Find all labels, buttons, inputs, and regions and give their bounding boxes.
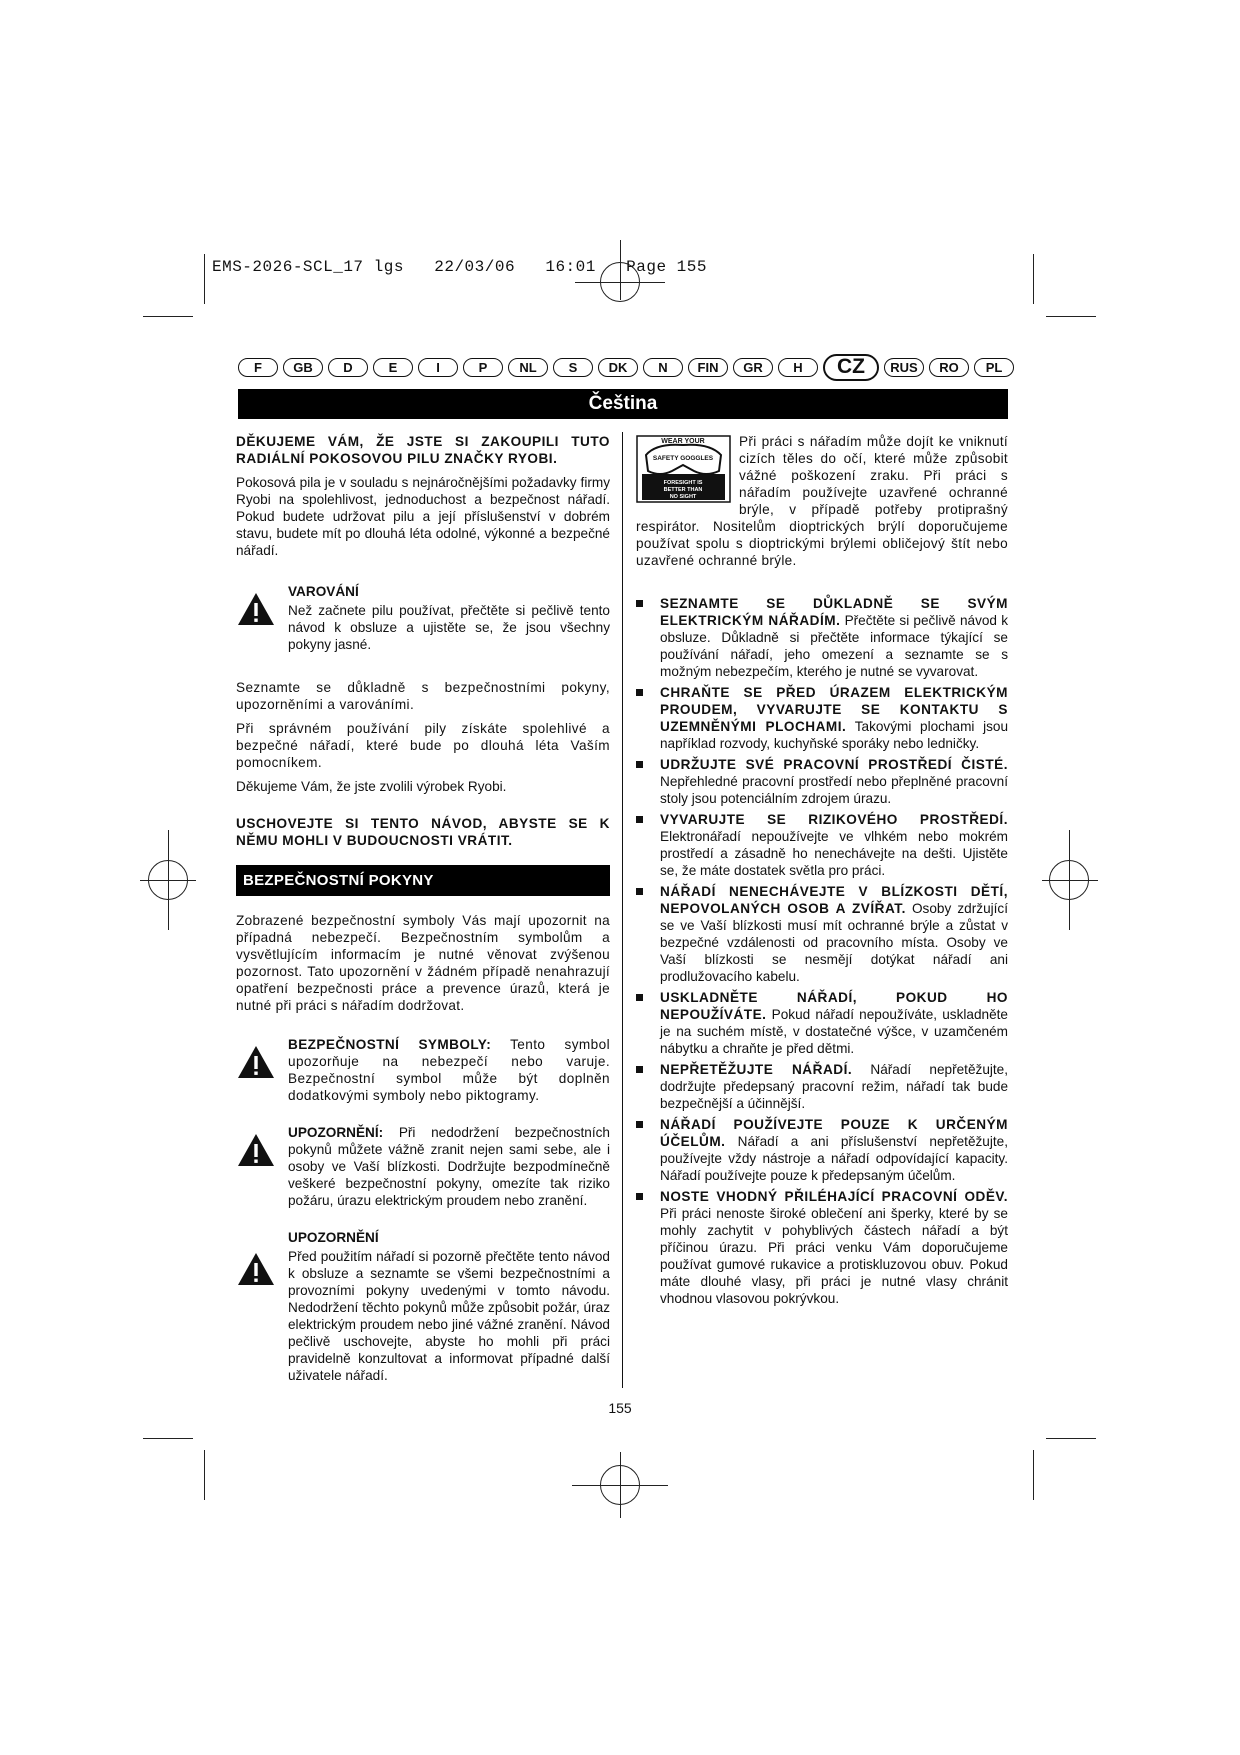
language-tab-ro[interactable]: RO bbox=[929, 358, 969, 377]
badge-line: SAFETY GOGGLES bbox=[652, 455, 714, 462]
bullet-text: Přečtěte si pečlivě návod k obsluze. Důkladně si přečtěte informace týkající se používání nářadí, jeho omezení a seznamte se s možným nebezpečím, kterého je nutné se vyvarovat. bbox=[660, 613, 1008, 679]
notice-block bbox=[236, 1124, 610, 1209]
language-tab-n[interactable]: N bbox=[643, 358, 683, 377]
symbols-title: BEZPEČNOSTNÍ SYMBOLY: bbox=[288, 1037, 492, 1052]
bullet-square-icon bbox=[636, 595, 660, 680]
bullet-heading: SEZNAMTE SE DŮKLADNĚ SE SVÝM ELEKTRICKÝM NÁŘADÍM. bbox=[660, 596, 1008, 628]
page-number: 155 bbox=[608, 1400, 632, 1416]
language-tab-i[interactable]: I bbox=[418, 358, 458, 377]
crop-mark bbox=[1033, 254, 1034, 304]
notice-text: Při nedodržení bezpečnostních pokynů můžete vážně zranit nejen sami sebe, ale i osoby ve Vaší blízkosti. Dodržujte bezpodmínečně veškeré bezpečnostní pokyny, omezíte tak riziko požáru, úrazu elektrickým proudem nebo zranění. bbox=[288, 1125, 610, 1208]
warning-text: Než začnete pilu používat, přečtěte si pečlivě tento návod k obsluze a ujistěte se, že jsou všechny pokyny jasné. bbox=[288, 603, 610, 652]
bullet-heading: NÁŘADÍ NENECHÁVEJTE V BLÍZKOSTI DĚTÍ, NEPOVOLANÝCH OSOB A ZVÍŘAT. bbox=[660, 884, 1008, 916]
bullet-heading: UDRŽUJTE SVÉ PRACOVNÍ PROSTŘEDÍ ČISTÉ. bbox=[660, 757, 1008, 772]
intro-heading: DĚKUJEME VÁM, ŽE JSTE SI ZAKOUPILI TUTO RADIÁLNÍ POKOSOVOU PILU ZNAČKY RYOBI. bbox=[236, 434, 610, 466]
bullet-text: Nářadí nepřetěžujte, dodržujte předepsaný pracovní režim, nářadí tak bude bezpečnější a účinnější. bbox=[660, 1062, 1009, 1111]
crop-mark bbox=[204, 1450, 205, 1500]
safety-bullets bbox=[636, 595, 1008, 1307]
warning-block bbox=[236, 583, 610, 653]
paragraph: Děkujeme Vám, že jste zvolili výrobek Ryobi. bbox=[236, 779, 507, 794]
bullet-square-icon bbox=[636, 1116, 660, 1184]
language-tab-f[interactable]: F bbox=[238, 358, 278, 377]
bullet-heading: NEPŘETĚŽUJTE NÁŘADÍ. bbox=[660, 1062, 853, 1077]
crop-mark bbox=[1046, 316, 1096, 317]
badge-line: WEAR YOUR bbox=[661, 438, 705, 445]
column-divider bbox=[622, 432, 623, 1388]
warning-icon bbox=[236, 1124, 278, 1209]
bullet-text: Osoby zdržující se ve Vaší blízkosti musí mít ochranné brýle a zůstat v bezpečné vzdálenosti od pracovního místa. Osoby ve Vaší blízkosti se nesmějí dotýkat nářadí ani prodlužovacího kabelu. bbox=[660, 901, 1008, 984]
bullet-square-icon bbox=[636, 883, 660, 985]
bullet-heading: CHRAŇTE SE PŘED ÚRAZEM ELEKTRICKÝM PROUDEM, VYVARUJTE SE KONTAKTU S UZEMNĚNÝMI PLOCHAMI. bbox=[660, 685, 1008, 734]
keep-manual-heading: USCHOVEJTE SI TENTO NÁVOD, ABYSTE SE K NĚMU MOHLI V BUDOUCNOSTI VRÁTIT. bbox=[236, 816, 610, 848]
language-tab-gb[interactable]: GB bbox=[283, 358, 323, 377]
bullet-square-icon bbox=[636, 989, 660, 1057]
language-tab-dk[interactable]: DK bbox=[598, 358, 638, 377]
crop-mark bbox=[143, 316, 193, 317]
crop-mark bbox=[143, 1438, 193, 1439]
bullet-text: Při práci nenoste široké oblečení ani šperky, které by se mohly zachytit v pohyblivých částech nářadí a být příčinou úrazu. Při práci venku Vám doporučujeme používat gumové rukavice a protiskluzovou obuv. Pokud máte dlouhé vlasy, při práci je nutné vlasy chránit vhodnou vlasovou pokrývkou. bbox=[660, 1206, 1008, 1306]
language-tab-p[interactable]: P bbox=[463, 358, 503, 377]
list-item bbox=[636, 595, 1008, 680]
page-title: Čeština bbox=[238, 389, 1008, 419]
print-slug: EMS-2026-SCL_17 lgs 22/03/06 16:01 Page 155 bbox=[212, 258, 707, 276]
safety-goggles-icon bbox=[636, 435, 731, 503]
bullet-heading: NÁŘADÍ POUŽÍVEJTE POUZE K URČENÝM ÚČELŮM. bbox=[660, 1117, 1008, 1149]
notice-title: UPOZORNĚNÍ: bbox=[288, 1125, 384, 1140]
paragraph: Seznamte se důkladně s bezpečnostními pokyny, upozorněními a varováními. bbox=[236, 680, 610, 712]
language-tab-gr[interactable]: GR bbox=[733, 358, 773, 377]
list-item bbox=[636, 1188, 1008, 1307]
list-item bbox=[636, 883, 1008, 985]
crop-mark bbox=[1033, 1450, 1034, 1500]
notice-text: Před použitím nářadí si pozorně přečtěte tento návod k obsluze a seznamte se všemi bezpečnostními a provozními pokyny uvedenými v tomto návodu. Nedodržení těchto pokynů může způsobit požár, úraz elektrickým proudem nebo jiné vážné zranění. Návod pečlivě uschovejte, abyste ho mohli při práci pravidelně konzultovat a informovat případné další uživatele nářadí. bbox=[288, 1249, 610, 1383]
bullet-square-icon bbox=[636, 811, 660, 879]
bullet-square-icon bbox=[636, 1061, 660, 1112]
paragraph: Při správném používání pily získáte spolehlivé a bezpečné nářadí, které bude po dlouhá léta Vaším pomocníkem. bbox=[236, 721, 610, 770]
bullet-text: Pokud nářadí nepoužíváte, uskladněte je na suchém místě, v dostatečné výšce, v uzamčeném nábytku a chraňte je před dětmi. bbox=[660, 1007, 1008, 1056]
goggles-text: Při práci s nářadím může dojít ke vniknutí cizích těles do očí, které může způsobit vážné poškození zraku. Při práci s nářadím používejte uzavřené ochranné brýle, v případě potřeby protiprašný respirátor. Nositelům dioptrických brýlí doporučujeme používat spolu s dioptrickými brýlemi obličejový štít nebo uzavřené ochranné brýle. bbox=[636, 434, 1008, 568]
symbol-block bbox=[236, 1036, 610, 1104]
badge-line: NO SIGHT bbox=[669, 494, 697, 500]
left-column bbox=[236, 433, 610, 1396]
symbols-text: Tento symbol upozorňuje na nebezpečí nebo varuje. Bezpečnostní symbol může být doplněn dodatkovými symboly nebo piktogramy. bbox=[288, 1037, 610, 1103]
bullet-square-icon bbox=[636, 684, 660, 752]
bullet-square-icon bbox=[636, 756, 660, 807]
section-title: BEZPEČNOSTNÍ POKYNY bbox=[236, 865, 610, 896]
notice-block bbox=[236, 1229, 610, 1384]
language-tab-cz[interactable]: CZ bbox=[823, 354, 879, 381]
list-item bbox=[636, 989, 1008, 1057]
warning-icon bbox=[236, 1036, 278, 1104]
language-tab-h[interactable]: H bbox=[778, 358, 818, 377]
warning-title: VAROVÁNÍ bbox=[288, 584, 359, 599]
bullet-heading: NOSTE VHODNÝ PŘILÉHAJÍCÍ PRACOVNÍ ODĚV. bbox=[660, 1189, 1008, 1204]
warning-icon bbox=[236, 583, 278, 653]
language-tab-fin[interactable]: FIN bbox=[688, 358, 728, 377]
badge-line: FORESIGHT IS bbox=[663, 480, 703, 486]
bullet-text: Nepřehledné pracovní prostředí nebo přeplněné pracovní stoly jsou potenciálním zdrojem úrazu. bbox=[660, 774, 1008, 806]
notice-title: UPOZORNĚNÍ bbox=[288, 1230, 379, 1245]
crop-mark bbox=[204, 254, 205, 304]
language-tab-nl[interactable]: NL bbox=[508, 358, 548, 377]
list-item bbox=[636, 684, 1008, 752]
bullet-text: Nářadí a ani příslušenství nepřetěžujte, používejte vždy nástroje a nářadí odpovídající kapacity. Nářadí používejte pouze k předepsaným účelům. bbox=[660, 1134, 1008, 1183]
crop-mark bbox=[1046, 1438, 1096, 1439]
language-tab-pl[interactable]: PL bbox=[974, 358, 1014, 377]
list-item bbox=[636, 811, 1008, 879]
bullet-heading: VYVARUJTE SE RIZIKOVÉHO PROSTŘEDÍ. bbox=[660, 812, 1008, 827]
section-text: Zobrazené bezpečnostní symboly Vás mají upozornit na případná nebezpečí. Bezpečnostním symbolům a vysvětlujícím informacím je nutné věnovat zvýšenou pozornost. Tato upozornění v žádném případě nenahrazují opatření bezpečnosti práce a prevence úrazů, která je nutné při práci s nářadím dodržovat. bbox=[236, 913, 610, 1013]
bullet-text: Elektronářadí nepoužívejte ve vlhkém nebo mokrém prostředí a zásadně ho nenechávejte na dešti. Ujistěte se, že máte dostatek světla pro práci. bbox=[660, 829, 1008, 878]
bullet-heading: USKLADNĚTE NÁŘADÍ, POKUD HO NEPOUŽÍVÁTE. bbox=[660, 990, 1008, 1022]
bullet-text: Takovými plochami jsou například rozvody, kuchyňské sporáky nebo ledničky. bbox=[660, 719, 1009, 751]
list-item bbox=[636, 1061, 1008, 1112]
warning-icon bbox=[236, 1229, 278, 1384]
language-tabs bbox=[238, 354, 1008, 380]
bullet-square-icon bbox=[636, 1188, 660, 1307]
intro-text: Pokosová pila je v souladu s nejnáročnějšími požadavky firmy Ryobi na spolehlivost, jednoduchost a bezpečnost nářadí. Pokud budete udržovat pilu a její příslušenství v dobrém stavu, budete mít po dlouhá léta odolné, výkonné a bezpečné nářadí. bbox=[236, 475, 610, 558]
language-tab-d[interactable]: D bbox=[328, 358, 368, 377]
language-tab-s[interactable]: S bbox=[553, 358, 593, 377]
list-item bbox=[636, 1116, 1008, 1184]
list-item bbox=[636, 756, 1008, 807]
language-tab-e[interactable]: E bbox=[373, 358, 413, 377]
right-column bbox=[636, 433, 1008, 1311]
language-tab-rus[interactable]: RUS bbox=[884, 358, 924, 377]
badge-line: BETTER THAN bbox=[663, 487, 703, 493]
